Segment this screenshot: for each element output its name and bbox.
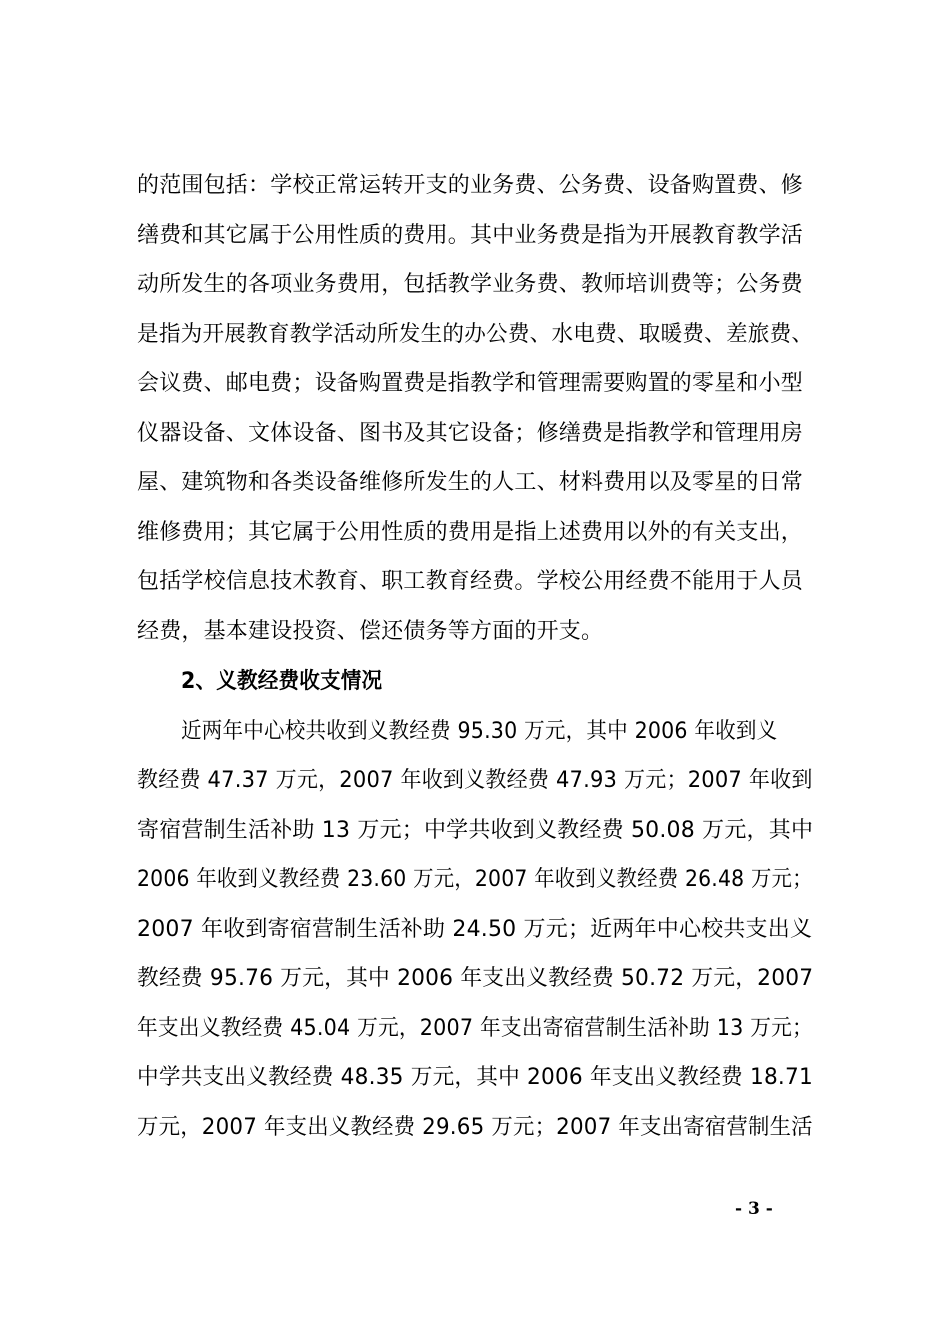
section-heading: 2、义教经费收支情况: [181, 669, 383, 694]
page-number: - 3 -: [735, 1199, 773, 1219]
body-text-line: 仪器设备、文体设备、图书及其它设备；修缮费是指教学和管理用房: [137, 421, 804, 446]
body-text-line: 中学共支出义教经费 48.35 万元，其中 2006 年支出义教经费 18.71: [137, 1065, 813, 1090]
body-text-line: 的范围包括：学校正常运转开支的业务费、公务费、设备购置费、修: [137, 173, 804, 198]
body-text-line: 万元，2007 年支出义教经费 29.65 万元；2007 年支出寄宿营制生活: [137, 1115, 813, 1140]
body-text-line: 2007 年收到寄宿营制生活补助 24.50 万元；近两年中心校共支出义: [137, 917, 813, 942]
body-text-line: 寄宿营制生活补助 13 万元；中学共收到义教经费 50.08 万元，其中: [137, 818, 814, 843]
body-text-line: 动所发生的各项业务费用，包括教学业务费、教师培训费等；公务费: [137, 272, 804, 297]
body-text-line: 近两年中心校共收到义教经费 95.30 万元，其中 2006 年收到义: [181, 719, 778, 744]
body-text-line: 包括学校信息技术教育、职工教育经费。学校公用经费不能用于人员: [137, 569, 804, 594]
body-text-line: 经费，基本建设投资、偿还债务等方面的开支。: [137, 619, 604, 644]
body-text-line: 2006 年收到义教经费 23.60 万元，2007 年收到义教经费 26.48 万元；: [137, 867, 813, 892]
body-text-line: 教经费 47.37 万元，2007 年收到义教经费 47.93 万元；2007 年收到: [137, 768, 813, 793]
body-text-line: 缮费和其它属于公用性质的费用。其中业务费是指为开展教育教学活: [137, 223, 804, 248]
body-text-line: 屋、建筑物和各类设备维修所发生的人工、材料费用以及零星的日常: [137, 470, 804, 495]
body-text-line: 会议费、邮电费；设备购置费是指教学和管理需要购置的零星和小型: [137, 371, 804, 396]
body-text-line: 维修费用；其它属于公用性质的费用是指上述费用以外的有关支出，: [137, 520, 804, 545]
body-text-line: 是指为开展教育教学活动所发生的办公费、水电费、取暖费、差旅费、: [137, 322, 814, 347]
body-text-line: 教经费 95.76 万元，其中 2006 年支出义教经费 50.72 万元，2007: [137, 966, 814, 991]
body-text-line: 年支出义教经费 45.04 万元，2007 年支出寄宿营制生活补助 13 万元；: [137, 1016, 813, 1041]
